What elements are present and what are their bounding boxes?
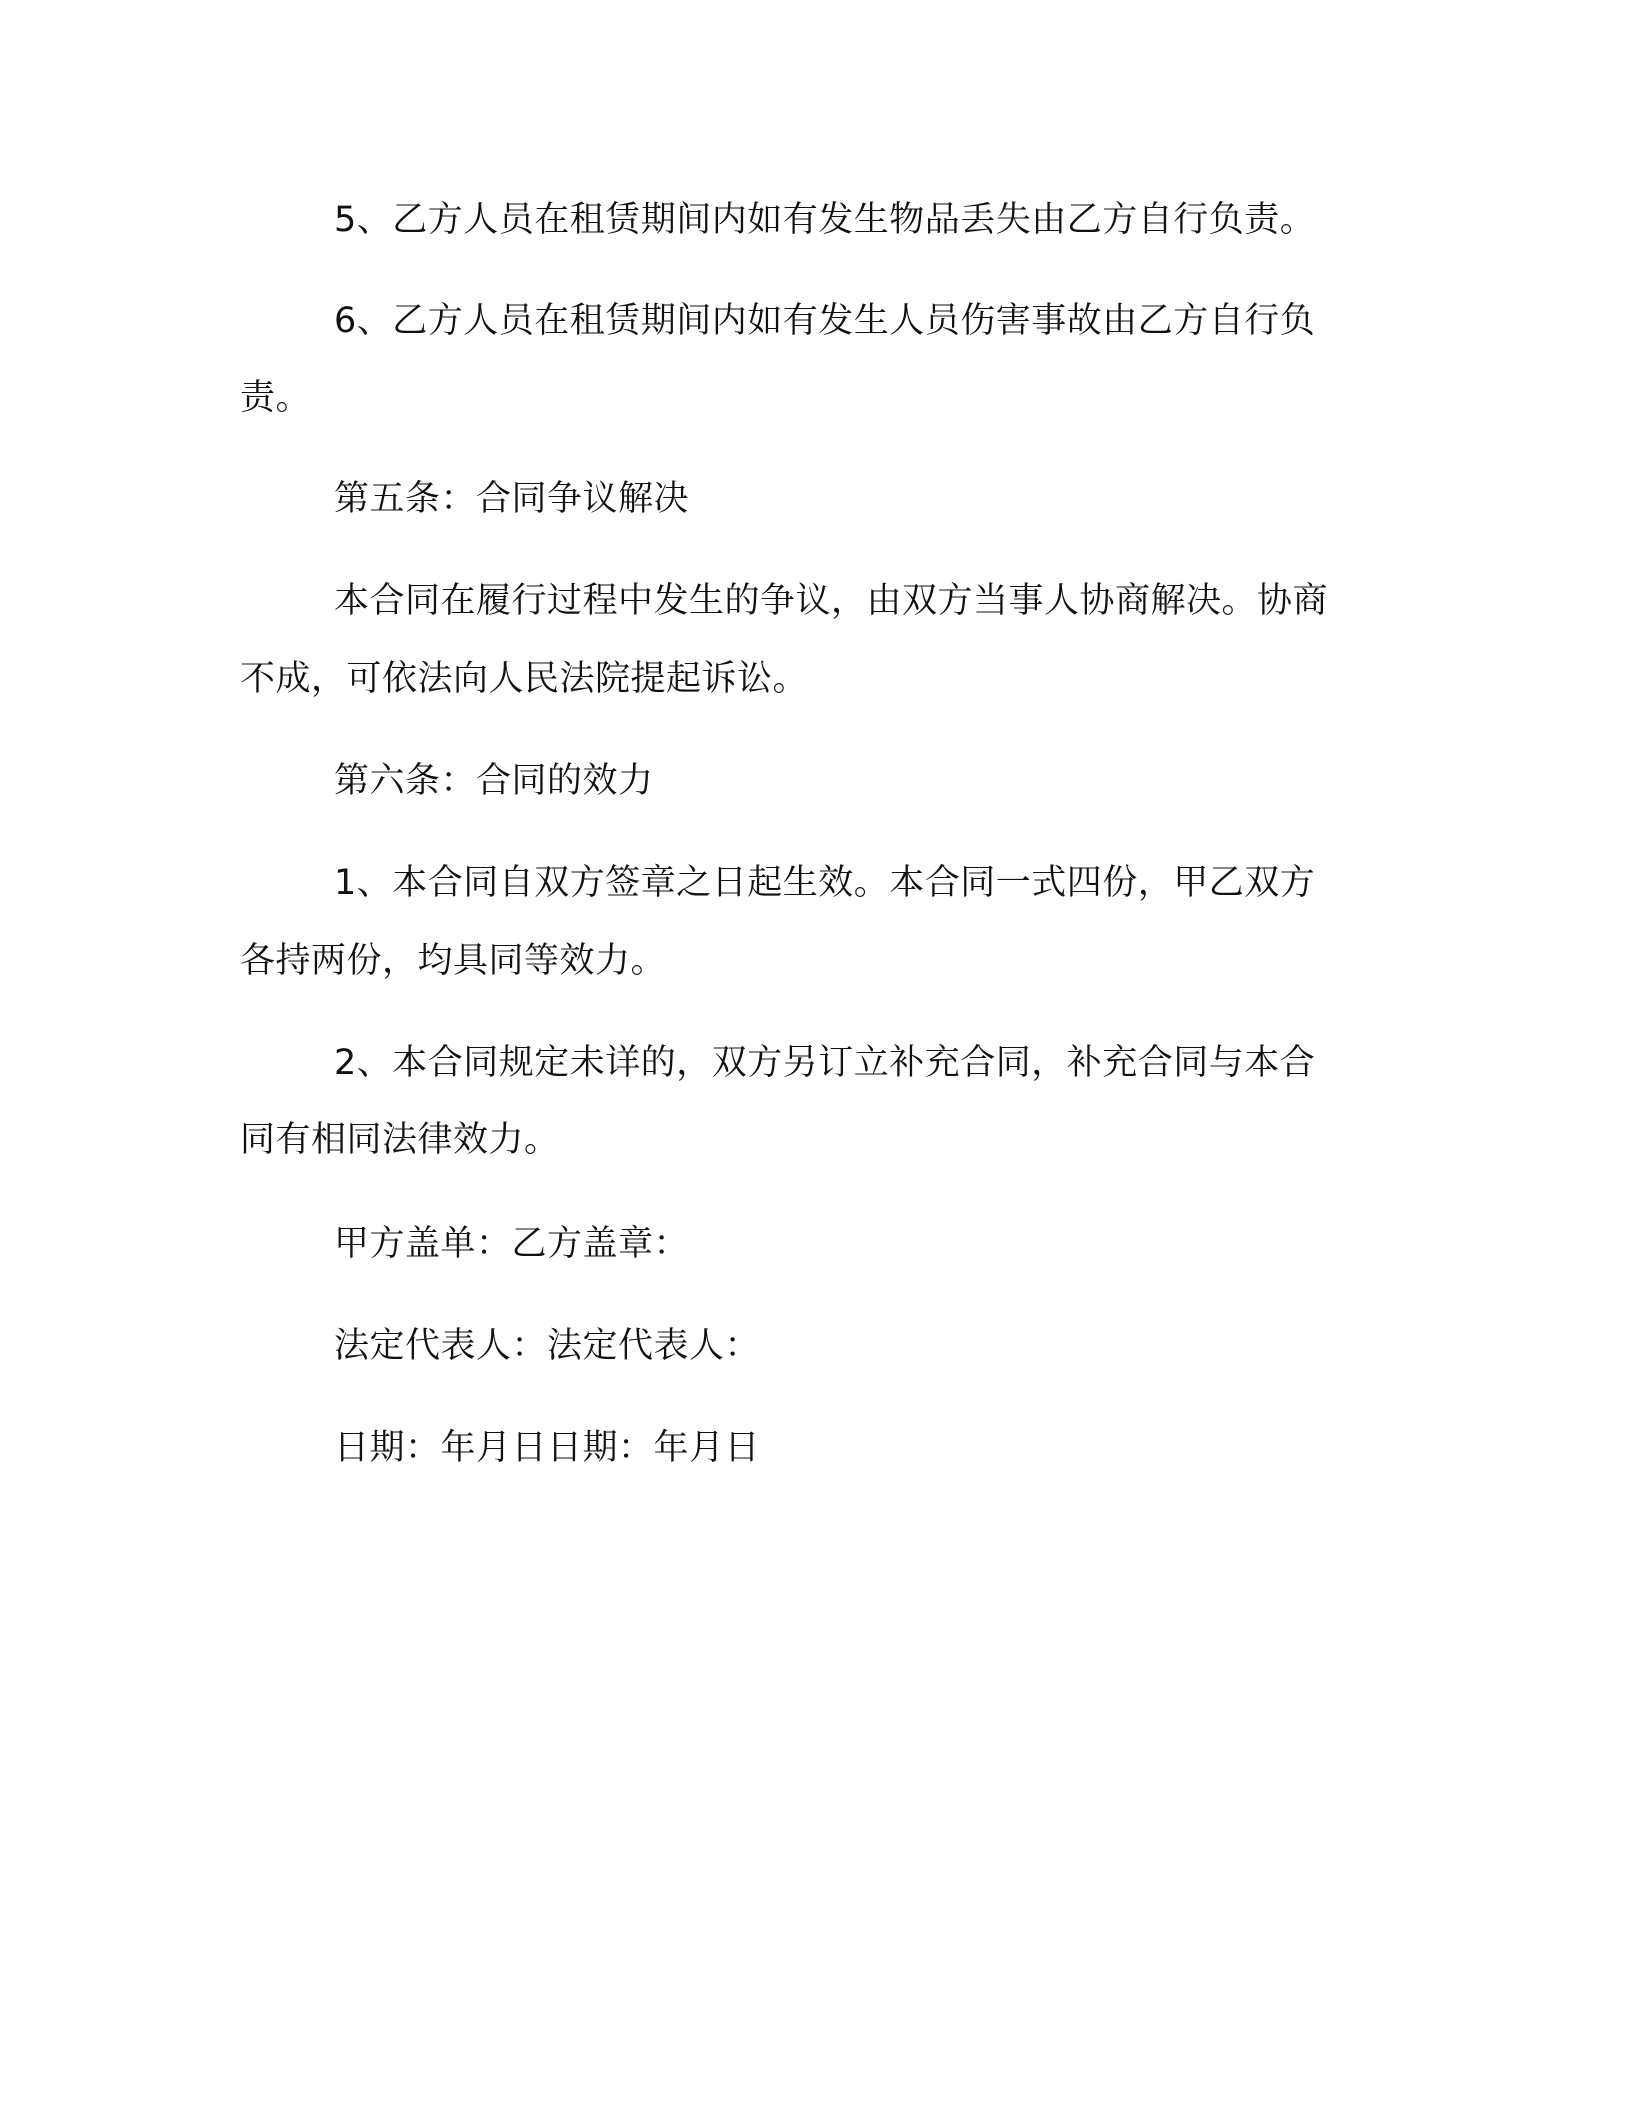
dispute-line-1: 本合同在履行过程中发生的争议，由双方当事人协商解决。协商: [334, 581, 1329, 621]
clause-6-line-1: 6、乙方人员在租赁期间内如有发生人员伤害事故由乙方自行负: [334, 301, 1316, 341]
clause-5-line-1: 5、乙方人员在租赁期间内如有发生物品丢失由乙方自行负责。: [334, 200, 1316, 240]
clause-6-line-2: 责。: [240, 378, 312, 418]
legal-representative-line: 法定代表人：法定代表人：: [334, 1326, 761, 1366]
seal-line: 甲方盖单：乙方盖章：: [334, 1224, 690, 1264]
effect-1-line-2: 各持两份，均具同等效力。: [240, 941, 667, 981]
effect-1-line-1: 1、本合同自双方签章之日起生效。本合同一式四份，甲乙双方: [334, 863, 1316, 903]
date-line: 日期：年月日日期：年月日: [334, 1428, 761, 1468]
effect-2-line-1: 2、本合同规定未详的，双方另订立补充合同，补充合同与本合: [334, 1043, 1316, 1083]
article-5-heading: 第五条：合同争议解决: [334, 479, 690, 519]
effect-2-line-2: 同有相同法律效力。: [240, 1120, 560, 1160]
dispute-line-2: 不成，可依法向人民法院提起诉讼。: [240, 659, 809, 699]
article-6-heading: 第六条：合同的效力: [334, 761, 654, 801]
